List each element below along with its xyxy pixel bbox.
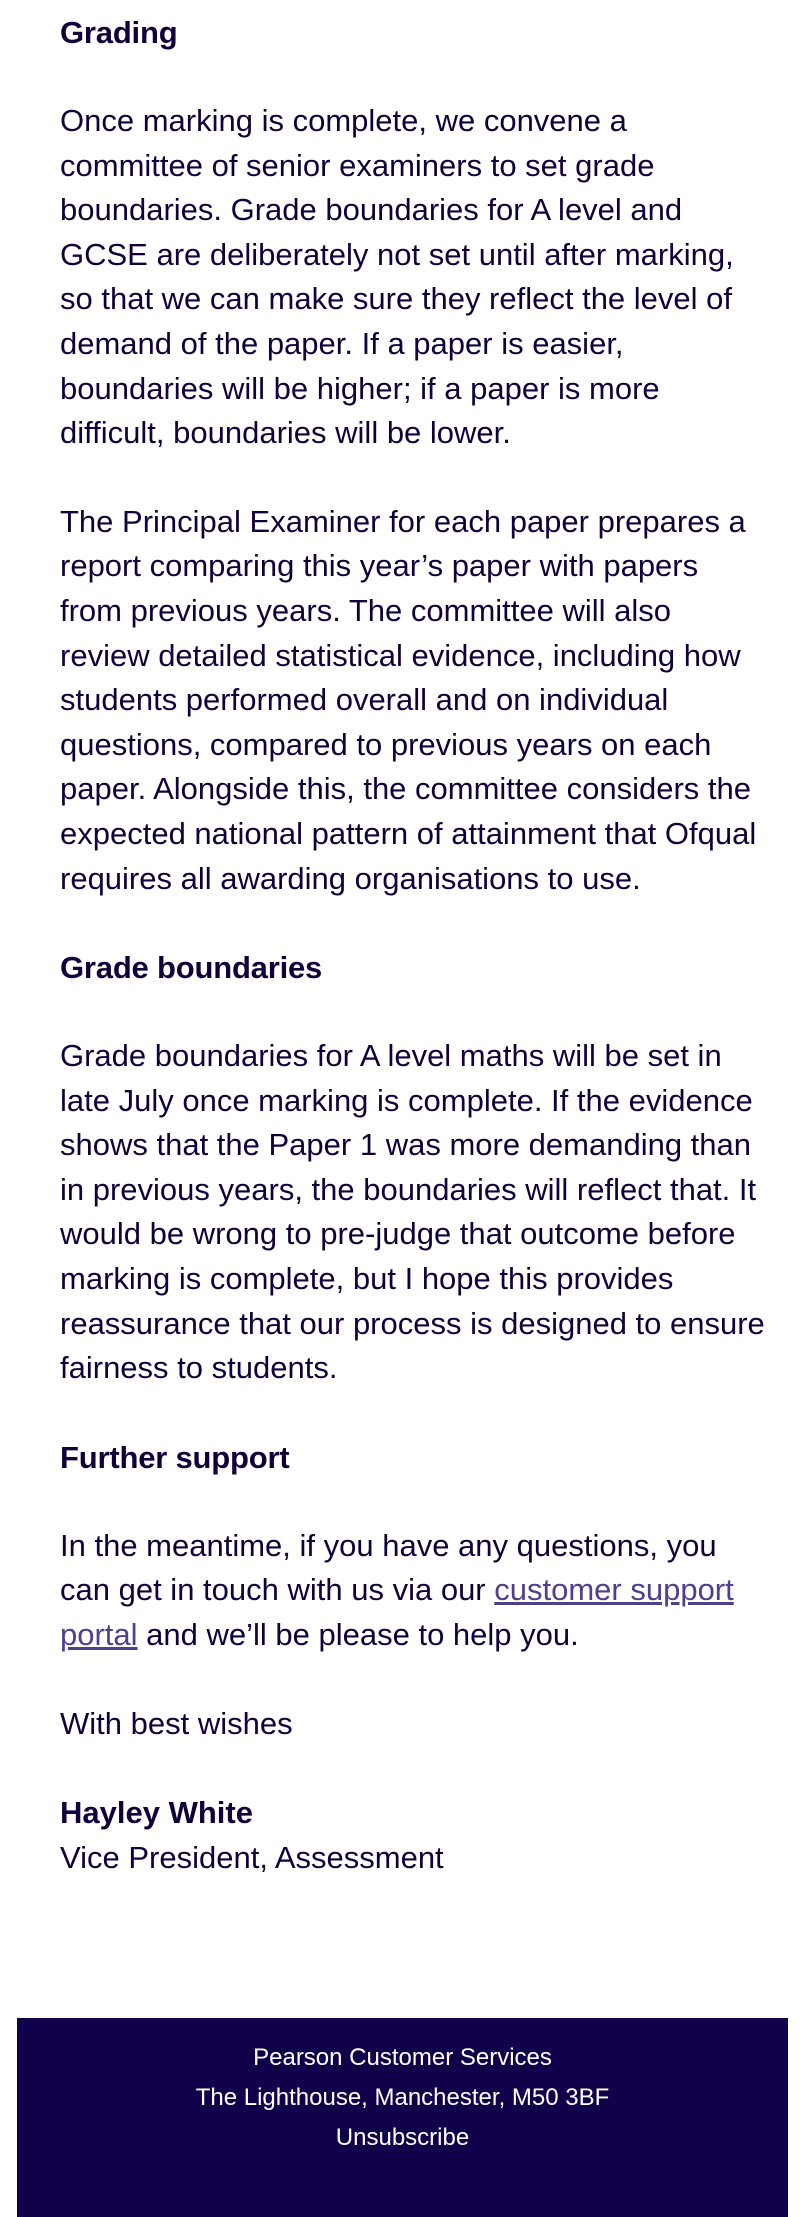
footer-company: Pearson Customer Services	[253, 2044, 552, 2071]
grading-paragraph-2: The Principal Examiner for each paper prepares a report comparing this year’s paper with papers from previous years. The committee will also review detailed statistical evidence, including how students performed overall and on individual questions, compared to previous years on each paper. Alongside this, the committee considers the expected national pattern of attainment that Ofqual requires all awarding organisations to use.	[60, 503, 757, 896]
grade-boundaries-heading: Grade boundaries	[60, 950, 323, 986]
support-text-after: and we’ll be please to help you.	[137, 1617, 579, 1653]
grade-boundaries-paragraph: Grade boundaries for A level maths will be set in late July once marking is complete. If the evidence shows that the Paper 1 was more demanding than in previous years, the boundaries will reflect that. It would be wrong to pre-judge that outcome before marking is complete, but I hope this provides reassurance that our process is designed to ensure fairness to students.	[60, 1038, 765, 1386]
grading-paragraph-1: Once marking is complete, we convene a committee of senior examiners to set grade boundaries. Grade boundaries for A level and GCSE are deliberately not set until after marking, so that we can make sure they reflect the level of demand of the paper. If a paper is easier, boundaries will be higher; if a paper is more difficult, boundaries will be lower.	[60, 103, 734, 451]
customer-support-portal-link[interactable]: customer support portal	[60, 1572, 734, 1653]
support-text-before: In the meantime, if you have any questions, you can get in touch with us via our	[60, 1527, 717, 1608]
signature-title: Vice President, Assessment	[60, 1840, 444, 1876]
signature-name: Hayley White	[60, 1795, 253, 1831]
footer	[17, 2018, 788, 2217]
footer-address: The Lighthouse, Manchester, M50 3BF	[195, 2084, 610, 2111]
sign-off: With best wishes	[60, 1705, 293, 1741]
further-support-paragraph	[60, 1524, 766, 1658]
further-support-heading: Further support	[60, 1439, 290, 1475]
unsubscribe-link[interactable]: Unsubscribe	[335, 2124, 470, 2151]
grading-heading: Grading	[60, 15, 178, 50]
